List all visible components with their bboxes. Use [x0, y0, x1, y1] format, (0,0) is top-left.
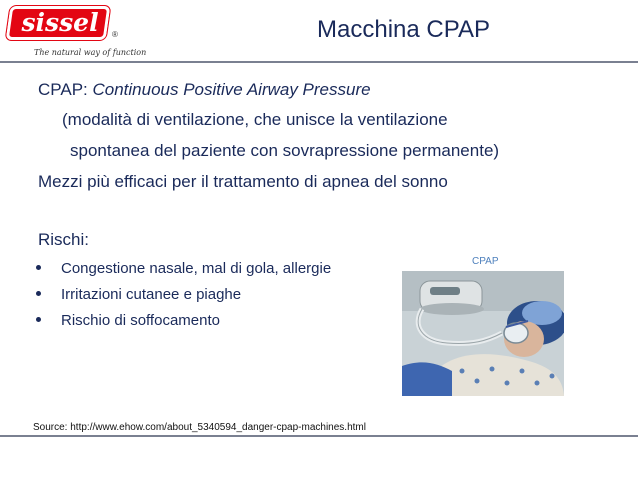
logo-registered-mark: ® [112, 30, 118, 39]
cpap-patient-photo [402, 271, 564, 396]
risk-item-text: Irritazioni cutanee e piaghe [61, 286, 242, 303]
risk-item [36, 286, 241, 303]
risks-heading: Rischi: [38, 230, 90, 249]
cpap-definition [38, 80, 371, 100]
efficacy-statement: Mezzi più efficaci per il trattamento di apnea del sonno [38, 172, 448, 191]
risk-item [36, 260, 331, 277]
explanation-line-2: spontanea del paziente con sovrapressione permanente) [70, 141, 500, 160]
risk-item [36, 312, 220, 329]
bullet-icon [36, 291, 41, 296]
top-divider [0, 61, 638, 63]
bottom-divider [0, 435, 638, 437]
bullet-icon [36, 265, 41, 270]
figure-caption: CPAP [472, 256, 499, 267]
source-citation: Source: http://www.ehow.com/about_5340594_danger-cpap-machines.html [33, 422, 366, 433]
risk-item-text: Congestione nasale, mal di gola, allergie [61, 260, 332, 277]
bullet-icon [36, 317, 41, 322]
logo-brand: sissel [21, 8, 99, 37]
cpap-photo-illustration [402, 271, 564, 396]
definition-prefix: CPAP: [38, 80, 93, 99]
risk-item-text: Rischio di soffocamento [61, 312, 220, 329]
sissel-logo [8, 6, 148, 62]
definition-expansion: Continuous Positive Airway Pressure [92, 80, 371, 99]
slide-title: Macchina CPAP [317, 16, 490, 43]
logo-tagline: The natural way of function [34, 48, 147, 57]
explanation-line-1: (modalità di ventilazione, che unisce la ventilazione [62, 110, 448, 129]
